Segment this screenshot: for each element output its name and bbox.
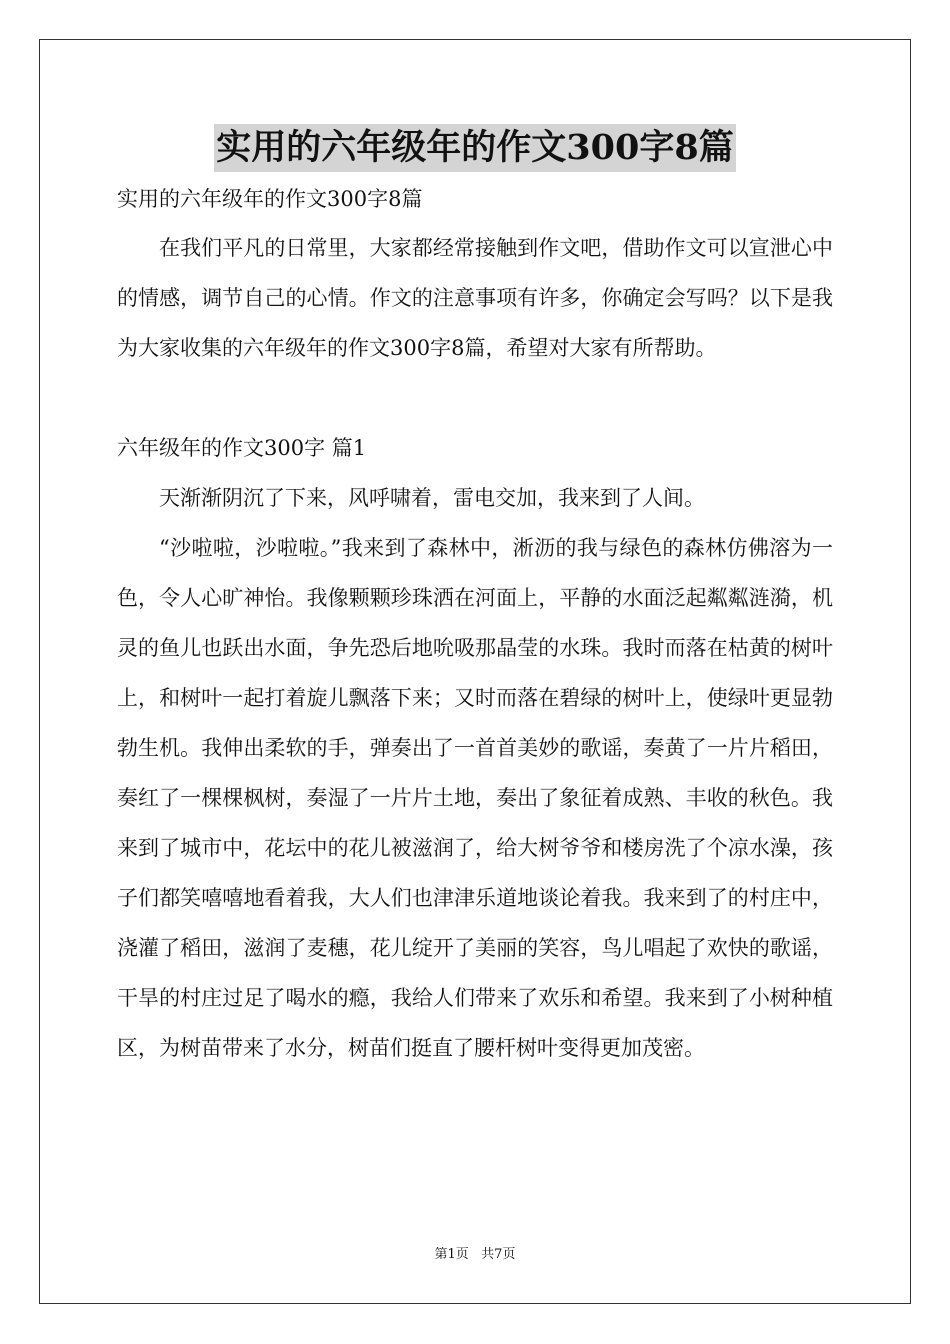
document-subtitle: 实用的六年级年的作文300字8篇 [117, 187, 423, 211]
section-heading: 六年级年的作文300字 篇1 [117, 436, 367, 460]
document-title: 实用的六年级年的作文300字8篇 [214, 124, 735, 172]
page-number-footer: 第1页 共7页 [434, 1247, 516, 1262]
body-paragraph: “沙啦啦，沙啦啦。”我来到了森林中，淅沥的我与绿色的森林仿佛溶为一色，令人心旷神怡。我像颗颗珍珠洒在河面上，平静的水面泛起粼粼涟漪，机灵的鱼儿也跃出水面，争先恐后地吮吸那晶莹的水珠。我时而落在枯黄的树叶上，和树叶一起打着旋儿飘落下来；又时而落在碧绿的树叶上，使绿叶更显勃勃生机。我伸出柔软的手，弹奏出了一首首美妙的歌谣，奏黄了一片片稻田，奏红了一棵棵枫树，奏湿了一片片土地，奏出了象征着成熟、丰收的秋色。我来到了城市中，花坛中的花儿被滋润了，给大树爷爷和楼房洗了个凉水澡，孩子们都笑嘻嘻地看着我，大人们也津津乐道地谈论着我。我来到了的村庄中，浇灌了稻田，滋润了麦穗，花儿绽开了美丽的笑容，鸟儿唱起了欢快的歌谣，干旱的村庄过足了喝水的瘾，我给人们带来了欢乐和希望。我来到了小树种植区，为树苗带来了水分，树苗们挺直了腰杆树叶变得更加茂密。 [117, 536, 833, 1060]
title-container [0, 124, 950, 172]
body-paragraph: 天渐渐阴沉了下来，风呼啸着，雷电交加，我来到了人间。 [159, 486, 705, 510]
intro-paragraph: 在我们平凡的日常里，大家都经常接触到作文吧，借助作文可以宣泄心中的情感，调节自己的心情。作文的注意事项有许多，你确定会写吗？以下是我为大家收集的六年级年的作文300字8篇，希望对大家有所帮助。 [117, 236, 833, 360]
